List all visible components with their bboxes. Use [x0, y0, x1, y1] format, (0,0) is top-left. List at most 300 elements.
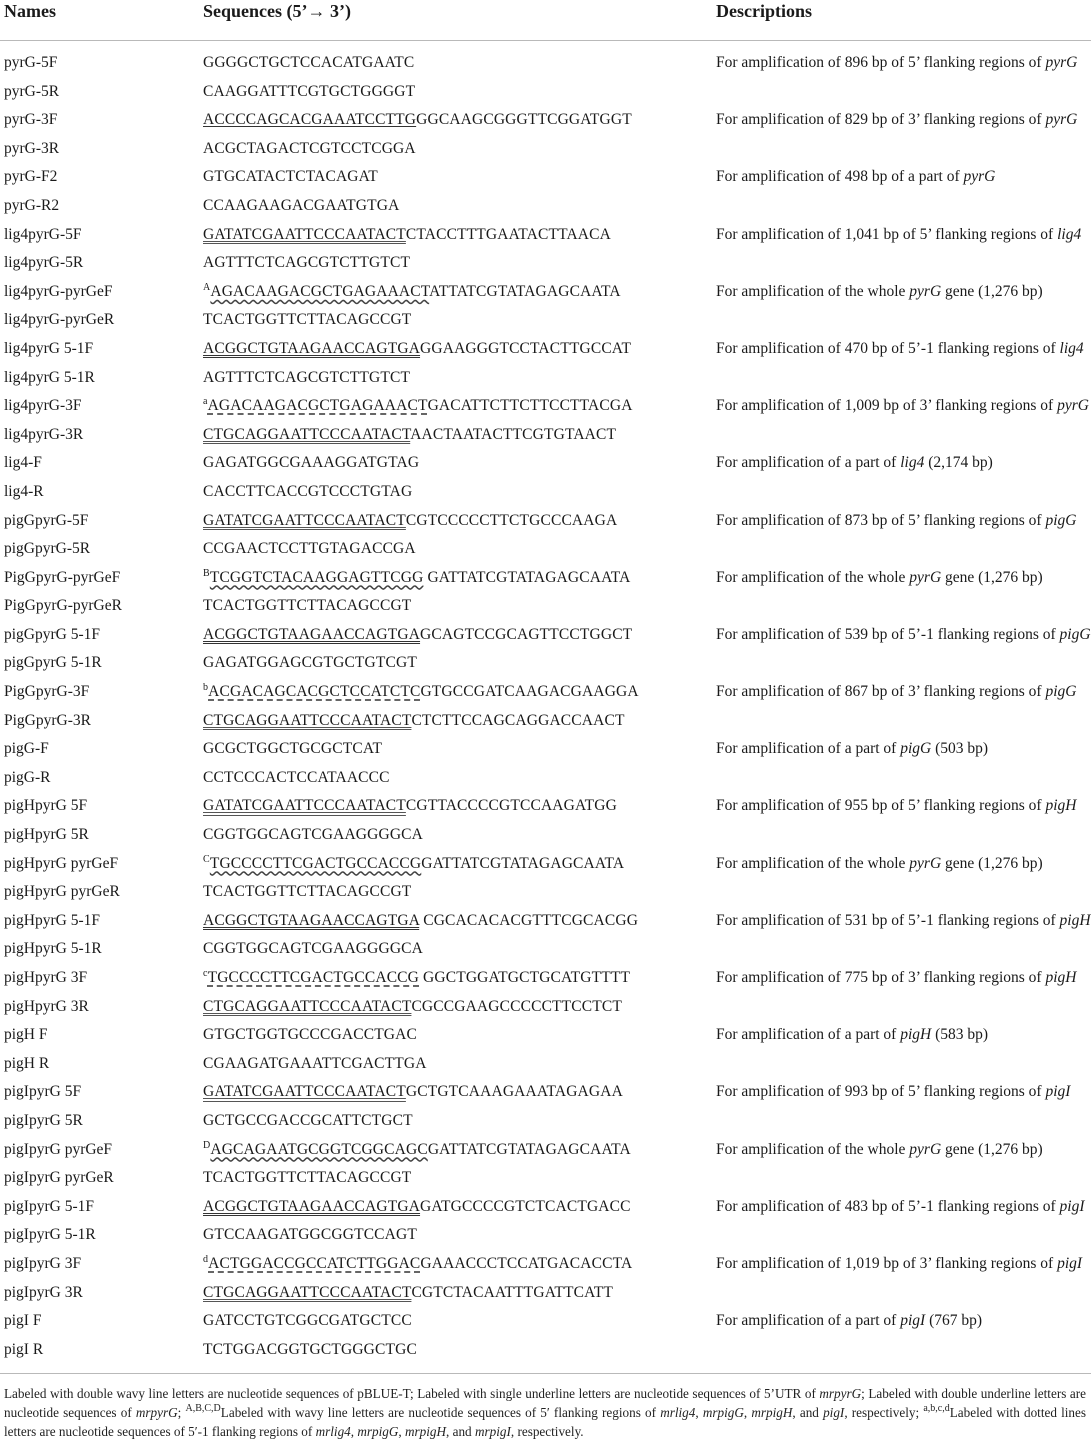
table-row	[0, 1107, 1091, 1136]
primer-description	[716, 1255, 1082, 1273]
primer-name: pyrG-5F	[4, 54, 58, 71]
primer-name: lig4pyrG-3F	[4, 397, 82, 415]
primer-name: pyrG-3R	[4, 139, 60, 157]
sequence-segment: ACCCCAGCACGAAATCCTTG	[203, 111, 417, 129]
description-text: For amplification of 1,041 bp of 5’ flanking regions of	[716, 225, 1058, 243]
gene-name: mrlig4	[315, 1424, 351, 1439]
gene-name: mrlig4	[660, 1405, 696, 1420]
primer-description	[716, 683, 1076, 701]
sequence-segment: GGCTGGATGCTGCATGTTTT	[419, 969, 631, 986]
sequence-segment: ACGGCTGTAAGAACCAGTGA	[203, 339, 421, 357]
description-text: gene (1,276 bp)	[941, 282, 1043, 300]
primer-name: pigHpyrG 5F	[4, 797, 88, 815]
table-row	[0, 649, 1091, 678]
gene-name: pigI	[823, 1405, 845, 1420]
gene-name: mrpigH	[751, 1405, 793, 1420]
primer-name: pigI R	[4, 1340, 44, 1358]
table-row	[0, 878, 1091, 907]
gene-name: lig4	[1057, 225, 1082, 243]
sequence-segment: GATATCGAATTCCCAATACT	[203, 1083, 406, 1101]
table-row	[0, 564, 1091, 593]
description-text: For amplification of the whole	[716, 282, 910, 300]
primer-description	[716, 569, 1043, 587]
primer-sequence	[203, 1055, 427, 1073]
description-text: gene (1,276 bp)	[941, 854, 1043, 872]
sequence-segment: TGCCCCTTCGACTGCCACCG	[209, 854, 422, 872]
sequence-segment: GACATTCTTCTTCCTTACGA	[427, 397, 633, 415]
primer-name: pigHpyrG 5R	[4, 826, 89, 844]
sequence-segment: CACCTTCACCGTCCCTGTAG	[203, 482, 413, 500]
table-row	[0, 306, 1091, 335]
footnote-text: ,	[350, 1424, 358, 1439]
sequence-segment: CGTTACCCCGTCCAAGATGG	[405, 797, 617, 815]
gene-name: pyrG	[909, 854, 942, 872]
primer-name: pigIpyrG 5R	[4, 1111, 83, 1129]
description-text: For amplification of a part of	[716, 740, 901, 758]
primer-name: pigIpyrG 3F	[4, 1254, 82, 1272]
sequence-segment: TCGGTCTACAAGGAGTTCGG	[209, 568, 424, 586]
gene-name: lig4	[1059, 339, 1084, 357]
sequence-label-letter: b	[203, 682, 209, 694]
table-row	[0, 1050, 1091, 1079]
table-row	[0, 192, 1091, 221]
table-header	[0, 0, 1091, 41]
table-row	[0, 1164, 1091, 1193]
table-row	[0, 1136, 1091, 1165]
sequence-segment: AGACAAGACGCTGAGAAACT	[210, 282, 430, 300]
sequence-segment: TGCCCCTTCGACTGCCACCG	[207, 969, 420, 986]
primer-name: pigG-R	[4, 768, 51, 786]
primer-sequence	[203, 283, 621, 301]
primer-sequence	[203, 1141, 631, 1159]
table-row	[0, 993, 1091, 1022]
primer-sequence	[203, 626, 632, 644]
gene-name: pigG	[1045, 683, 1077, 701]
gene-name: lig4	[900, 454, 925, 472]
primer-name: PigGpyrG-pyrGeF	[4, 568, 121, 586]
primer-sequence	[203, 597, 411, 615]
primer-name: pigGpyrG-5R	[4, 540, 91, 558]
sequence-segment: CTCTTCCAGCAGGACCAACT	[411, 711, 625, 729]
primer-name: pigI F	[4, 1312, 42, 1330]
primer-name: PigGpyrG-3F	[4, 683, 90, 701]
primer-description	[716, 397, 1089, 415]
sequence-segment: CAAGGATTTCGTGCTGGGGT	[203, 82, 416, 100]
table-row	[0, 135, 1091, 164]
primer-sequence	[203, 683, 639, 701]
gene-name: pigG	[900, 740, 932, 758]
sequence-segment: GAAACCCTCCATGACACCTA	[420, 1254, 633, 1272]
table-row	[0, 907, 1091, 936]
primer-sequence	[203, 712, 625, 730]
primer-sequence	[203, 512, 617, 530]
table-row	[0, 621, 1091, 650]
primer-sequence	[203, 740, 382, 758]
description-text: For amplification of 470 bp of 5’-1 flanking regions of	[716, 339, 1060, 357]
sequence-segment: TCTGGACGGTGCTGGGCTGC	[203, 1340, 417, 1358]
primer-sequence	[203, 1169, 411, 1187]
table-row	[0, 78, 1091, 107]
sequence-segment: CGGTGGCAGTCGAAGGGGCA	[203, 940, 423, 958]
table-row	[0, 678, 1091, 707]
primer-description	[716, 512, 1076, 530]
footnote-superscript: a,b,c,d	[923, 1403, 950, 1414]
description-text: For amplification of 896 bp of 5’ flanking regions of	[716, 54, 1046, 71]
table-row	[0, 821, 1091, 850]
sequence-segment: GCGCTGGCTGCGCTCAT	[203, 740, 383, 758]
footer-divider	[0, 1373, 1091, 1374]
gene-name: pyrG	[909, 568, 942, 586]
description-text: For amplification of a part of	[716, 454, 901, 472]
primer-name: pyrG-R2	[4, 196, 60, 214]
table-row	[0, 1021, 1091, 1050]
sequence-segment: GTGCCGATCAAGACGAAGGA	[420, 683, 639, 701]
gene-name: pyrG	[1045, 54, 1078, 71]
table-row	[0, 592, 1091, 621]
table-body	[0, 49, 1091, 1364]
primer-name: pyrG-3F	[4, 111, 58, 129]
primer-sequence	[203, 54, 414, 72]
primer-description	[716, 1083, 1070, 1101]
gene-name: pigI	[1057, 1254, 1083, 1272]
footnote-text: ,	[695, 1405, 703, 1420]
gene-name: pyrG	[1057, 397, 1089, 415]
primer-description	[716, 969, 1076, 987]
sequence-segment: CTGCAGGAATTCCCAATACT	[203, 711, 412, 729]
table-row	[0, 364, 1091, 393]
primer-sequence	[203, 369, 410, 387]
primer-description	[716, 54, 1077, 72]
table-row	[0, 792, 1091, 821]
primer-name: pigIpyrG 3R	[4, 1283, 83, 1301]
primer-name: pigHpyrG pyrGeF	[4, 854, 119, 872]
primer-name: pigHpyrG 5-1F	[4, 911, 101, 929]
sequence-segment: GTGCATACTCTACAGAT	[203, 168, 378, 186]
header-sequences: Sequences (5’→ 3’)	[203, 1, 351, 21]
sequence-segment: GATATCGAATTCCCAATACT	[203, 797, 406, 815]
primer-name: pigGpyrG-5F	[4, 511, 89, 529]
sequence-segment: CTACCTTTGAATACTTAACA	[405, 225, 611, 243]
sequence-label-letter: D	[203, 1139, 211, 1151]
primer-name: lig4pyrG-5R	[4, 254, 84, 272]
primer-description	[716, 626, 1091, 644]
primer-name: pigG-F	[4, 740, 49, 758]
sequence-segment: TCACTGGTTCTTACAGCCGT	[203, 597, 412, 615]
sequence-segment: CGAAGATGAAATTCGACTTGA	[203, 1054, 427, 1072]
primer-sequence	[203, 912, 638, 930]
description-text: For amplification of the whole	[716, 568, 910, 586]
primer-description	[716, 454, 993, 472]
sequence-segment: GATATCGAATTCCCAATACT	[203, 225, 406, 243]
gene-name: pigG	[1045, 511, 1077, 529]
gene-name: pigG	[1059, 625, 1091, 643]
sequence-segment: GGGGCTGCTCCACATGAATC	[203, 54, 415, 71]
footnote-text: ; Labeled with double underline letters are nucleotide sequences of	[4, 1386, 1086, 1420]
sequence-segment: ACGGCTGTAAGAACCAGTGA	[203, 1197, 421, 1215]
primer-description	[716, 226, 1081, 244]
primer-description	[716, 1312, 982, 1330]
footnote-text: , respectively.	[510, 1424, 584, 1439]
table-row	[0, 764, 1091, 793]
sequence-segment: CTGCAGGAATTCCCAATACT	[203, 997, 412, 1015]
sequence-segment: ACGCTAGACTCGTCCTCGGA	[203, 139, 416, 157]
sequence-segment: GATGCCCCGTCTCACTGACC	[420, 1197, 631, 1215]
gene-name: pigI	[1059, 1197, 1085, 1215]
description-text: For amplification of the whole	[716, 1140, 910, 1158]
footnote-superscript: A,B,C,D	[185, 1403, 221, 1414]
table-row	[0, 507, 1091, 536]
primer-name: lig4pyrG 5-1F	[4, 339, 94, 357]
gene-name: mrpigH	[404, 1424, 447, 1439]
primer-sequence	[203, 797, 617, 815]
sequence-segment: AACTAATACTTCGTGTAACT	[410, 425, 617, 443]
primer-sequence	[203, 140, 416, 158]
table-row	[0, 964, 1091, 993]
sequence-label-letter: C	[203, 853, 210, 865]
sequence-segment: GATTATCGTATAGAGCAATA	[421, 854, 625, 872]
primer-name: PigGpyrG-3R	[4, 711, 91, 729]
footnote-text: , and	[446, 1424, 475, 1439]
primer-name: pigGpyrG 5-1R	[4, 654, 102, 672]
primer-sequence	[203, 1312, 412, 1330]
sequence-segment: GATCCTGTCGGCGATGCTCC	[203, 1312, 412, 1330]
description-text: (583 bp)	[931, 1026, 989, 1044]
sequence-segment: CTGCAGGAATTCCCAATACT	[203, 1283, 412, 1301]
table-footnote	[4, 1384, 1086, 1441]
sequence-segment: GAGATGGAGCGTGCTGTCGT	[203, 654, 417, 672]
primer-description	[716, 855, 1043, 873]
primer-sequence	[203, 940, 423, 958]
table-row	[0, 335, 1091, 364]
primer-name: pigGpyrG 5-1F	[4, 625, 101, 643]
table-row	[0, 935, 1091, 964]
primer-name: pigHpyrG 3R	[4, 997, 89, 1015]
primer-sequence	[203, 254, 410, 272]
description-text: For amplification of 829 bp of 3’ flanking regions of	[716, 111, 1046, 129]
description-text: For amplification of 955 bp of 5’ flanking regions of	[716, 797, 1046, 815]
description-text: (767 bp)	[925, 1312, 983, 1330]
primer-name: lig4pyrG-3R	[4, 425, 84, 443]
primer-sequence	[203, 769, 390, 787]
table-row	[0, 478, 1091, 507]
primer-sequence	[203, 540, 416, 558]
primer-sequence	[203, 826, 423, 844]
description-text: For amplification of 498 bp of a part of	[716, 168, 964, 186]
description-text: For amplification of 483 bp of 5’-1 flanking regions of	[716, 1197, 1060, 1215]
primer-sequence	[203, 1026, 417, 1044]
table-row	[0, 1193, 1091, 1222]
primer-name: pigIpyrG pyrGeF	[4, 1140, 113, 1158]
primer-description	[716, 340, 1084, 358]
description-text: gene (1,276 bp)	[941, 1140, 1043, 1158]
gene-name: pigH	[1059, 911, 1091, 929]
primer-sequence	[203, 1226, 417, 1244]
sequence-segment: ACGGCTGTAAGAACCAGTGA	[203, 625, 421, 643]
primer-sequence	[203, 168, 378, 186]
sequence-segment: GGCAAGCGGGTTCGGATGGT	[416, 111, 632, 129]
primer-name: lig4pyrG-pyrGeR	[4, 311, 115, 329]
gene-name: pyrG	[1045, 111, 1078, 129]
primer-description	[716, 797, 1076, 815]
table-row	[0, 106, 1091, 135]
primer-name: lig4pyrG-5F	[4, 225, 82, 243]
footnote-text: , and	[792, 1405, 824, 1420]
table-row	[0, 221, 1091, 250]
primer-name: pigHpyrG pyrGeR	[4, 883, 120, 901]
table-row	[0, 1078, 1091, 1107]
gene-name: pigH	[1045, 969, 1077, 986]
description-text: For amplification of 873 bp of 5’ flanking regions of	[716, 511, 1046, 529]
primer-sequence	[203, 1284, 613, 1302]
gene-name: pyrG	[909, 1140, 942, 1158]
primer-sequence	[203, 1255, 632, 1273]
sequence-segment: ATTATCGTATAGAGCAATA	[429, 282, 621, 300]
sequence-segment: CCAAGAAGACGAATGTGA	[203, 196, 400, 214]
sequence-segment: GCAGTCCGCAGTTCCTGGCT	[420, 625, 633, 643]
gene-name: mrpyrG	[135, 1405, 178, 1420]
gene-name: pigI	[1045, 1083, 1071, 1101]
gene-name: pigI	[900, 1312, 926, 1330]
sequence-label-letter: a	[203, 396, 208, 408]
table-row	[0, 1336, 1091, 1365]
sequence-segment: CCGAACTCCTTGTAGACCGA	[203, 540, 416, 558]
description-text: For amplification of 993 bp of 5’ flanking regions of	[716, 1083, 1046, 1101]
description-text: For amplification of a part of	[716, 1026, 901, 1044]
table-row	[0, 449, 1091, 478]
primer-sequence	[203, 340, 631, 358]
primer-sequence	[203, 1341, 417, 1359]
sequence-segment: GATTATCGTATAGAGCAATA	[427, 1140, 631, 1158]
primer-description	[716, 1198, 1084, 1216]
sequence-segment: GATTATCGTATAGAGCAATA	[423, 568, 631, 586]
footnote-text: ;	[177, 1405, 186, 1420]
primer-description	[716, 168, 995, 186]
table-row	[0, 535, 1091, 564]
sequence-segment: ACTGGACCGCCATCTTGGAC	[208, 1254, 421, 1272]
primer-sequence	[203, 311, 411, 329]
description-text: For amplification of 775 bp of 3’ flanking regions of	[716, 969, 1046, 986]
primer-sequence	[203, 969, 630, 987]
primer-sequence	[203, 397, 633, 415]
primer-description	[716, 912, 1091, 930]
sequence-segment: AGACAAGACGCTGAGAAACT	[207, 397, 428, 415]
primer-sequence	[203, 1198, 631, 1216]
primer-description	[716, 283, 1043, 301]
sequence-segment: GCTGTCAAAGAAATAGAGAA	[405, 1083, 623, 1101]
primer-sequence	[203, 111, 632, 129]
primer-name: pigHpyrG 3F	[4, 969, 88, 986]
primer-name: lig4-R	[4, 482, 44, 500]
sequence-segment: CGTCCCCCTTCTGCCCAAGA	[405, 511, 618, 529]
sequence-segment: CGCACACACGTTTCGCACGG	[419, 911, 639, 929]
description-text: For amplification of a part of	[716, 1312, 901, 1330]
sequence-segment: GATATCGAATTCCCAATACT	[203, 511, 406, 529]
description-text: For amplification of the whole	[716, 854, 910, 872]
description-text: For amplification of 1,009 bp of 3’ flanking regions of	[716, 397, 1058, 415]
description-text: (2,174 bp)	[924, 454, 993, 472]
table-row	[0, 850, 1091, 879]
primer-sequence	[203, 454, 419, 472]
primer-description	[716, 1141, 1043, 1159]
table-row	[0, 707, 1091, 736]
sequence-segment: GTGCTGGTGCCCGACCTGAC	[203, 1026, 417, 1044]
primer-sequence	[203, 654, 417, 672]
primer-name: pigIpyrG 5-1R	[4, 1226, 96, 1244]
primer-name: lig4pyrG 5-1R	[4, 368, 95, 386]
sequence-segment: GCTGCCGACCGCATTCTGCT	[203, 1111, 413, 1129]
primer-description	[716, 111, 1077, 129]
table-row	[0, 1279, 1091, 1308]
table-row	[0, 735, 1091, 764]
sequence-segment: CGGTGGCAGTCGAAGGGGCA	[203, 826, 423, 844]
description-text: For amplification of 1,019 bp of 3’ flanking regions of	[716, 1254, 1058, 1272]
gene-name: pyrG	[963, 168, 996, 186]
description-text: For amplification of 539 bp of 5’-1 flanking regions of	[716, 625, 1060, 643]
primer-sequence	[203, 83, 415, 101]
sequence-segment: ACGGCTGTAAGAACCAGTGA	[203, 911, 420, 929]
table-row	[0, 1221, 1091, 1250]
footnote-text: Labeled with double wavy line letters are nucleotide sequences of pBLUE-T; Labeled with single underline letters are nucleotide sequences of 5’UTR of	[4, 1386, 820, 1401]
primer-description	[716, 1026, 988, 1044]
sequence-label-letter: d	[203, 1253, 209, 1265]
table-row	[0, 163, 1091, 192]
gene-name: mrpigG	[357, 1424, 399, 1439]
sequence-segment: CCTCCCACTCCATAACCC	[203, 768, 390, 786]
sequence-segment: AGTTTCTCAGCGTCTTGTCT	[203, 254, 411, 272]
header-names: Names	[4, 1, 56, 21]
table-row	[0, 278, 1091, 307]
gene-name: pigH	[900, 1026, 932, 1044]
table-row	[0, 249, 1091, 278]
sequence-label-letter: c	[203, 968, 208, 979]
sequence-label-letter: A	[203, 281, 211, 293]
table-row	[0, 1250, 1091, 1279]
primer-name: lig4-F	[4, 454, 42, 472]
description-text: gene (1,276 bp)	[941, 568, 1043, 586]
sequence-segment: TCACTGGTTCTTACAGCCGT	[203, 883, 412, 901]
primer-name: lig4pyrG-pyrGeF	[4, 282, 113, 300]
footnote-text: Labeled with wavy line letters are nucleotide sequences of 5′ flanking regions of	[220, 1405, 661, 1420]
gene-name: pigH	[1045, 797, 1077, 815]
sequence-segment: ACGACAGCACGCTCCATCTC	[208, 683, 421, 701]
sequence-segment: AGCAGAATGCGGTCGGCAGC	[210, 1140, 428, 1158]
table-row	[0, 1307, 1091, 1336]
primer-sequence	[203, 226, 611, 244]
footnote-text: Labeled with dotted lines letters are nucleotide sequences of 5′-1 flanking regions of	[4, 1405, 1087, 1439]
header-descriptions: Descriptions	[716, 1, 812, 21]
footnote-text: , respectively;	[844, 1405, 924, 1420]
sequence-segment: TCACTGGTTCTTACAGCCGT	[203, 311, 412, 329]
primer-sequence	[203, 1083, 623, 1101]
gene-name: mrpyrG	[819, 1386, 862, 1401]
description-text: For amplification of 531 bp of 5’-1 flanking regions of	[716, 911, 1060, 929]
primer-name: pyrG-5R	[4, 82, 60, 100]
sequence-segment: CGTCTACAATTTGATTCATT	[411, 1283, 613, 1301]
primer-sequence	[203, 883, 411, 901]
sequence-segment: GAGATGGCGAAAGGATGTAG	[203, 454, 420, 472]
primer-sequence	[203, 855, 624, 873]
sequence-segment: AGTTTCTCAGCGTCTTGTCT	[203, 368, 411, 386]
gene-name: mrpigG	[702, 1405, 744, 1420]
gene-name: pyrG	[909, 282, 942, 300]
sequence-label-letter: B	[203, 567, 210, 579]
table-row	[0, 421, 1091, 450]
gene-name: mrpigI	[474, 1424, 511, 1439]
primer-name: pigHpyrG 5-1R	[4, 940, 102, 958]
primer-sequence	[203, 569, 630, 587]
primer-name: pigH F	[4, 1026, 48, 1044]
sequence-segment: CTGCAGGAATTCCCAATACT	[203, 425, 411, 443]
